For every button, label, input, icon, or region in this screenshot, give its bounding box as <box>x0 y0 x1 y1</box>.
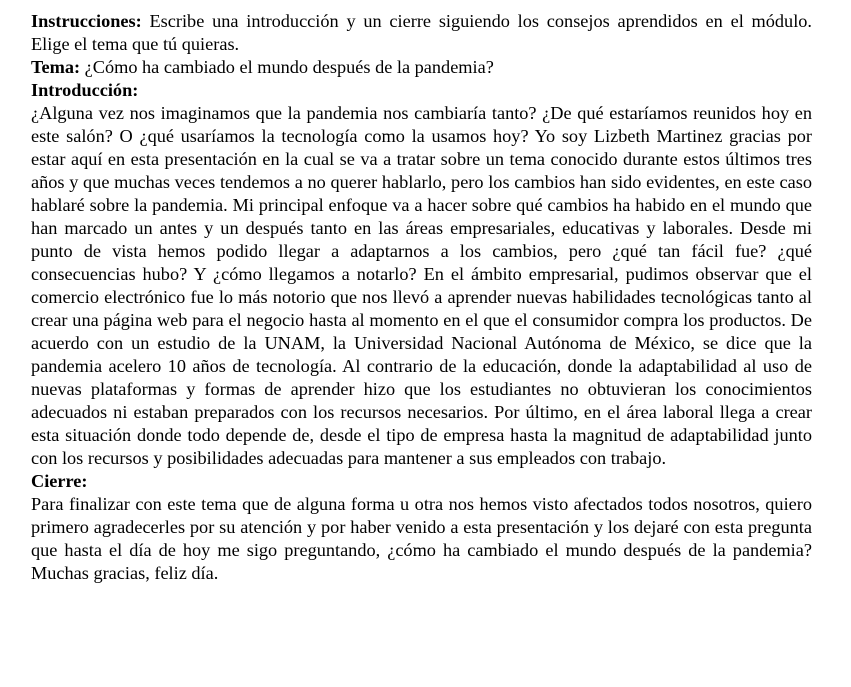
topic-paragraph <box>31 56 812 79</box>
closing-heading: Cierre: <box>31 471 88 491</box>
document-page <box>31 10 812 585</box>
introduction-heading: Introducción: <box>31 80 139 100</box>
instructions-label: Instrucciones: <box>31 11 142 31</box>
instructions-text: Escribe una introducción y un cierre siguiendo los consejos aprendidos en el módulo. Elige el tema que tú quieras. <box>31 11 812 54</box>
closing-body: Para finalizar con este tema que de alguna forma u otra nos hemos visto afectados todos nosotros, quiero primero agradecerles por su atención y por haber venido a esta presentación y los dejaré con esta pregunta que hasta el día de hoy me sigo preguntando, ¿cómo ha cambiado el mundo después de la pandemia? Muchas gracias, feliz día. <box>31 494 812 583</box>
topic-text: ¿Cómo ha cambiado el mundo después de la pandemia? <box>80 57 494 77</box>
instructions-paragraph <box>31 10 812 56</box>
topic-label: Tema: <box>31 57 81 77</box>
introduction-body: ¿Alguna vez nos imaginamos que la pandemia nos cambiaría tanto? ¿De qué estaríamos reunidos hoy en este salón? O ¿qué usaríamos la tecnología como la usamos hoy? Yo soy Lizbeth Martinez gracias por estar aquí en esta presentación en la cual se va a tratar sobre un tema conocido durante estos últimos tres años y que muchas veces tendemos a no querer hablarlo, pero los cambios han sido evidentes, en este caso hablaré sobre la pandemia. Mi principal enfoque va a hacer sobre qué cambios ha habido en el mundo que han marcado un antes y un después tanto en las áreas empresariales, educativas y laborales. Desde mi punto de vista hemos podido llegar a adaptarnos a los cambios, pero ¿qué tan fácil fue? ¿qué consecuencias hubo? Y ¿cómo llegamos a notarlo? En el ámbito empresarial, pudimos observar que el comercio electrónico fue lo más notorio que nos llevó a aprender nuevas habilidades tecnológicas tanto al crear una página web para el negocio hasta al momento en el que el consumidor compra los productos. De acuerdo con un estudio de la UNAM, la Universidad Nacional Autónoma de México, se dice que la pandemia acelero 10 años de tecnología. Al contrario de la educación, donde la adaptabilidad al uso de nuevas plataformas y formas de aprender hizo que los estudiantes no obtuvieran los conocimientos adecuados ni estaban preparados con los recursos necesarios. Por último, en el área laboral llega a crear esta situación donde todo depende de, desde el tipo de empresa hasta la magnitud de adaptabilidad junto con los recursos y posibilidades adecuadas para mantener a sus empleados con trabajo. <box>31 103 812 468</box>
